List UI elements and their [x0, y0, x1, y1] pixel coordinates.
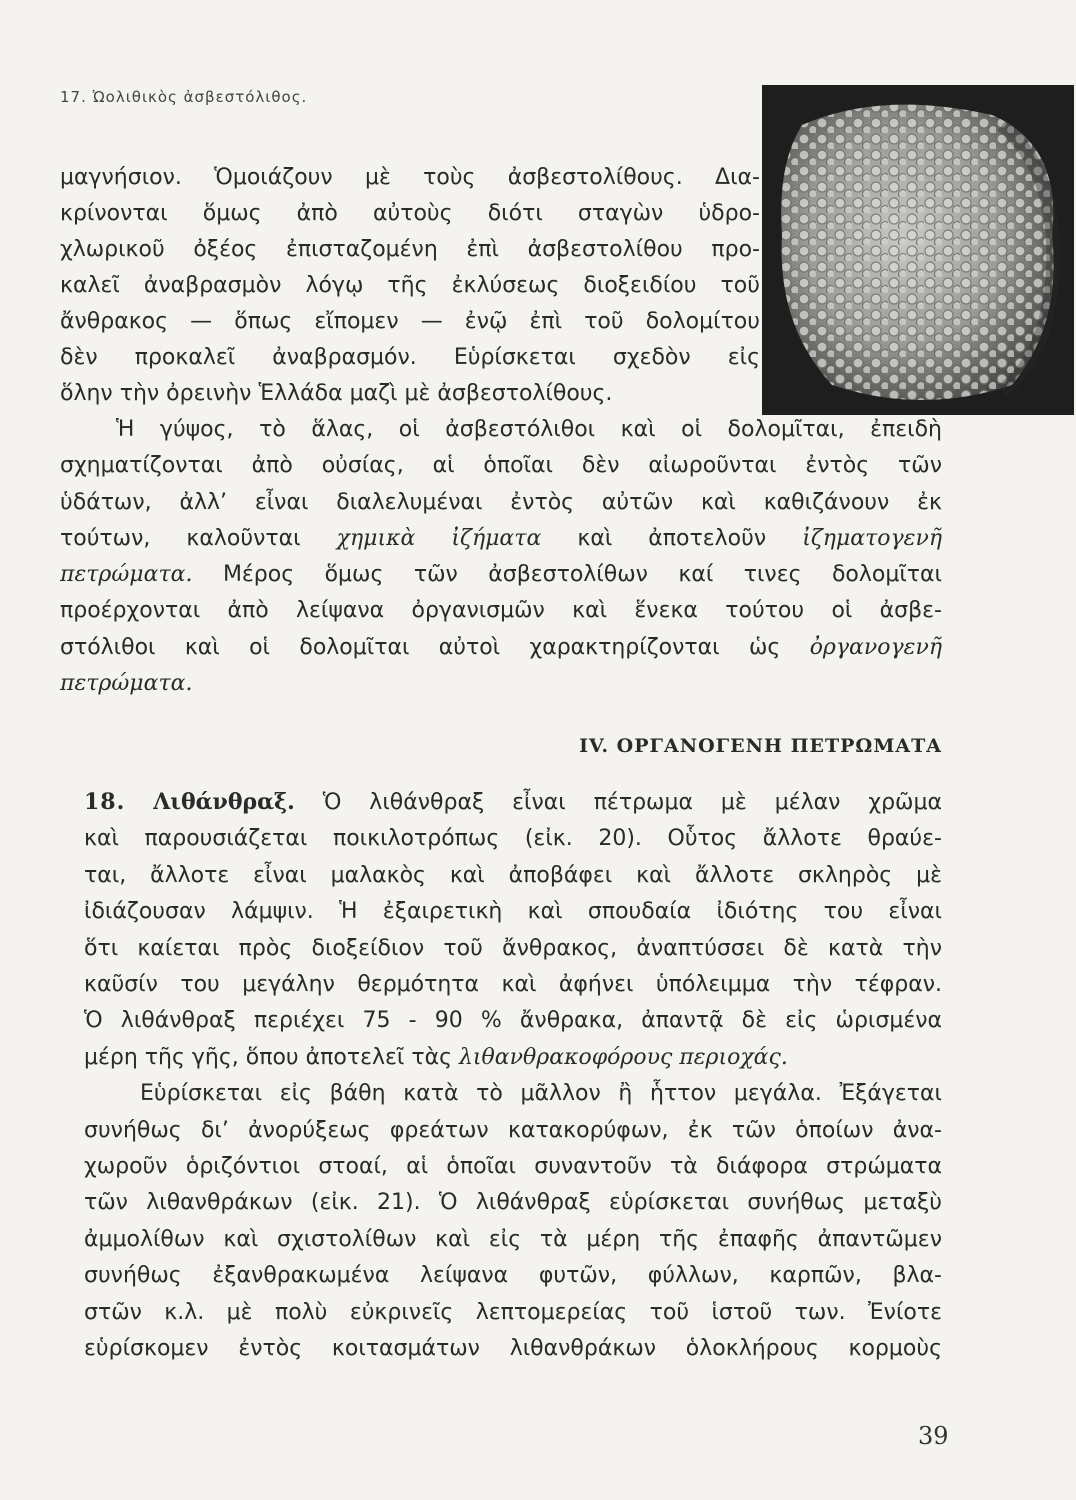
text-fragment: Μέρος ὅμως τῶν ἀσβεστολίθων καί τινες δολομῖται	[222, 562, 942, 588]
text-line: καὶ παρουσιάζεται ποικιλοτρόπως (εἰκ. 20). Οὗτος ἄλλοτε θραύε-	[84, 826, 942, 852]
term-coal-regions: λιθανθρακοφόρους περιοχάς.	[458, 1044, 788, 1070]
text-line: εὑρίσκομεν ἐντὸς κοιτασμάτων λιθανθράκων ὁλοκλήρους κορμοὺς	[84, 1336, 942, 1362]
paragraph-coal	[84, 784, 942, 1368]
text-line: Ἡ γύψος, τὸ ἅλας, οἱ ἀσβεστόλιθοι καὶ οἱ δολομῖται, ἐπειδὴ	[116, 417, 942, 442]
text-line: ται, ἄλλοτε εἶναι μαλακὸς καὶ ἀποβάφει καὶ ἄλλοτε σκληρὸς μὲ	[84, 862, 942, 888]
text-line: χωροῦν ὁριζόντιοι στοαί, αἱ ὁποῖαι συναντοῦν τὰ διάφορα στρώματα	[84, 1154, 942, 1180]
text-line: συνήθως δι’ ἀνορύξεως φρεάτων κατακορύφων, ἐκ τῶν ὁποίων ἀνα-	[84, 1117, 942, 1143]
text-fragment: καὶ ἀποτελοῦν	[577, 525, 767, 551]
text-line: ὅτι καίεται πρὸς διοξείδιον τοῦ ἄνθρακος, ἀναπτύσσει δὲ κατὰ τὴν	[84, 935, 942, 961]
text-line: συνήθως ἐξανθρακωμένα λείψανα φυτῶν, φύλλων, καρπῶν, βλα-	[84, 1263, 942, 1289]
rock-photo-illustration	[762, 85, 1074, 415]
text-line	[60, 630, 942, 666]
text-line: μαγνήσιον. Ὁμοιάζουν μὲ τοὺς ἀσβεστολίθους. Δια-	[60, 165, 760, 190]
text-fragment: τούτων, καλοῦνται	[60, 525, 301, 551]
text-fragment: μέρη τῆς γῆς, ὅπου ἀποτελεῖ τὰς	[84, 1044, 452, 1070]
section-number: 18.	[84, 789, 126, 815]
text-line: ἰδιάζουσαν λάμψιν. Ἡ ἐξαιρετικὴ καὶ σπουδαία ἰδιότης του εἶναι	[84, 899, 942, 925]
figure-caption: 17. Ὠολιθικὸς ἀσβεστόλιθος.	[60, 88, 308, 106]
text-line	[60, 521, 942, 557]
text-line: ἄνθρακος — ὅπως εἴπομεν — ἐνῷ ἐπὶ τοῦ δολομίτου	[60, 309, 760, 334]
term-rocks: πετρώματα.	[60, 671, 193, 697]
term-chemical-sediments: χημικὰ ἰζήματα	[336, 525, 542, 551]
text-line: προέρχονται ἀπὸ λείψανα ὀργανισμῶν καὶ ἕνεκα τούτου οἱ ἀσβε-	[60, 598, 942, 624]
text-line: ἀμμολίθων καὶ σχιστολίθων καὶ εἰς τὰ μέρη τῆς ἐπαφῆς ἀπαντῶμεν	[84, 1226, 942, 1252]
text-line: σχηματίζονται ἀπὸ οὐσίας, αἱ ὁποῖαι δὲν αἰωροῦνται ἐντὸς τῶν	[60, 453, 942, 479]
paragraph-wrapped	[60, 160, 760, 412]
text-line: στῶν κ.λ. μὲ πολὺ εὐκρινεῖς λεπτομερείας τοῦ ἱστοῦ των. Ἐνίοτε	[84, 1299, 942, 1325]
text-line	[60, 557, 942, 593]
text-line	[84, 784, 942, 821]
text-fragment: Ὁ λιθάνθραξ εἶναι πέτρωμα μὲ μέλαν χρῶμα	[322, 790, 942, 815]
text-line: κρίνονται ὅμως ἀπὸ αὐτοὺς διότι σταγὼν ὑδρο-	[60, 201, 760, 226]
section-heading: IV. ΟΡΓΑΝΟΓΕΝΗ ΠΕΤΡΩΜΑΤΑ	[579, 735, 942, 757]
paragraph-chemical-sediments	[60, 412, 942, 702]
text-line: καλεῖ ἀναβρασμὸν λόγῳ τῆς ἐκλύσεως διοξειδίου τοῦ	[60, 273, 760, 298]
section-title: Λιθάνθραξ.	[153, 789, 295, 815]
text-line: καῦσίν του μεγάλην θερμότητα καὶ ἀφήνει ὑπόλειμμα τὴν τέφραν.	[84, 972, 942, 998]
text-line: χλωρικοῦ ὀξέος ἐπισταζομένη ἐπὶ ἀσβεστολίθου προ-	[60, 237, 760, 262]
page-number: 39	[918, 1422, 949, 1450]
text-line: ὑδάτων, ἀλλ’ εἶναι διαλελυμέναι ἐντὸς αὐτῶν καὶ καθιζάνουν ἐκ	[60, 489, 942, 515]
text-fragment: στόλιθοι καὶ οἱ δολομῖται αὐτοὶ χαρακτηρίζονται ὡς	[60, 634, 781, 660]
text-line	[84, 1040, 942, 1076]
text-line: δὲν προκαλεῖ ἀναβρασμόν. Εὑρίσκεται σχεδὸν εἰς	[60, 345, 760, 370]
term-sedimentary: ἰζηματογενῆ	[802, 525, 943, 551]
text-line: Ὁ λιθάνθραξ περιέχει 75 - 90 % ἄνθρακα, ἀπαντᾷ δὲ εἰς ὡρισμένα	[84, 1008, 942, 1034]
text-line	[60, 666, 942, 702]
text-line: τῶν λιθανθράκων (εἰκ. 21). Ὁ λιθάνθραξ εὑρίσκεται συνήθως μεταξὺ	[84, 1190, 942, 1216]
oolitic-limestone-photo	[762, 85, 1074, 415]
text-line: Εὑρίσκεται εἰς βάθη κατὰ τὸ μᾶλλον ἢ ἧττον μεγάλα. Ἐξάγεται	[140, 1081, 942, 1107]
text-line: ὅλην τὴν ὀρεινὴν Ἑλλάδα μαζὶ μὲ ἀσβεστολίθους.	[60, 381, 613, 406]
term-organogenic: ὀργανογενῆ	[809, 634, 942, 660]
term-rocks: πετρώματα.	[60, 562, 193, 588]
